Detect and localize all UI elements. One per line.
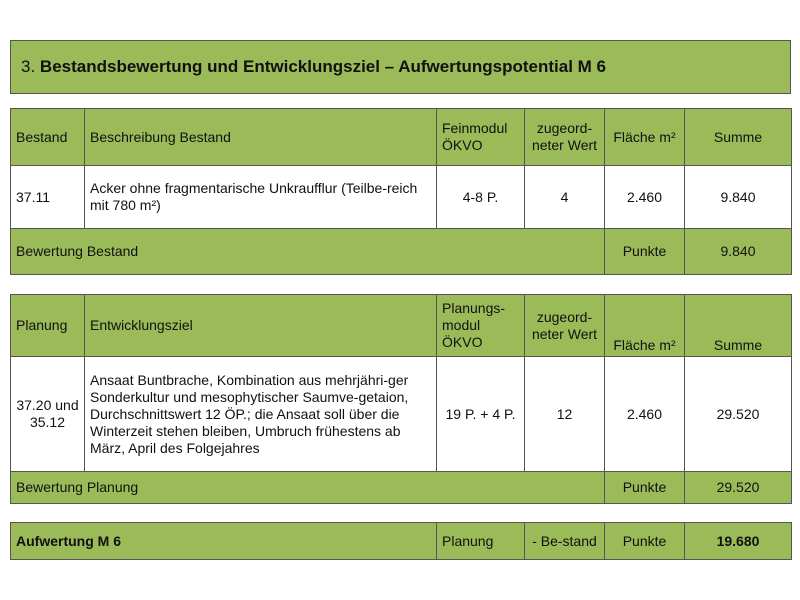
header-planung: Planung bbox=[11, 295, 85, 357]
bestand-header-row bbox=[11, 109, 792, 166]
header-planungsmodul: Planungs-modul ÖKVO bbox=[437, 295, 525, 357]
footer-value: 9.840 bbox=[685, 229, 792, 275]
header-summe: Summe bbox=[685, 109, 792, 166]
section-title-text: Bestandsbewertung und Entwicklungsziel – Aufwertungspotential M 6 bbox=[39, 57, 607, 76]
planung-table bbox=[10, 294, 792, 504]
cell-modul: 19 P. + 4 P. bbox=[437, 357, 525, 472]
aufwertung-table bbox=[10, 522, 792, 560]
bestand-table bbox=[10, 108, 792, 275]
aufwertung-bestand: - Be-stand bbox=[525, 523, 605, 560]
header-beschreibung: Beschreibung Bestand bbox=[85, 109, 437, 166]
header-flaeche: Fläche m² bbox=[605, 109, 685, 166]
table-row bbox=[11, 357, 792, 472]
cell-flaeche: 2.460 bbox=[605, 357, 685, 472]
aufwertung-unit: Punkte bbox=[605, 523, 685, 560]
planung-footer-row bbox=[11, 472, 792, 504]
table-row bbox=[11, 166, 792, 229]
section-title bbox=[10, 40, 791, 94]
cell-wert: 4 bbox=[525, 166, 605, 229]
header-entwicklungsziel: Entwicklungsziel bbox=[85, 295, 437, 357]
cell-description: Acker ohne fragmentarische Unkraufflur (Teilbe-reich mit 780 m²) bbox=[85, 166, 437, 229]
planung-header-row bbox=[11, 295, 792, 357]
cell-summe: 29.520 bbox=[685, 357, 792, 472]
footer-label: Bewertung Bestand bbox=[11, 229, 605, 275]
header-summe: Summe bbox=[685, 295, 792, 357]
header-flaeche: Fläche m² bbox=[605, 295, 685, 357]
footer-unit: Punkte bbox=[605, 229, 685, 275]
cell-summe: 9.840 bbox=[685, 166, 792, 229]
cell-description: Ansaat Buntbrache, Kombination aus mehrjähri-ger Sonderkultur und mesophytischer Saumve-getaion, Durchschnittswert 12 ÖP.; die Ansaat soll über die Winterzeit stehen bleiben, Umbruch frühestens ab März, April des Folgejahres bbox=[85, 357, 437, 472]
section-number: 3. bbox=[21, 57, 36, 76]
aufwertung-planung: Planung bbox=[437, 523, 525, 560]
header-bestand: Bestand bbox=[11, 109, 85, 166]
cell-code: 37.11 bbox=[11, 166, 85, 229]
footer-unit: Punkte bbox=[605, 472, 685, 504]
cell-wert: 12 bbox=[525, 357, 605, 472]
header-feinmodul: Feinmodul ÖKVO bbox=[437, 109, 525, 166]
footer-label: Bewertung Planung bbox=[11, 472, 605, 504]
cell-flaeche: 2.460 bbox=[605, 166, 685, 229]
bestand-footer-row bbox=[11, 229, 792, 275]
header-zugeordneter-wert: zugeord-neter Wert bbox=[525, 295, 605, 357]
aufwertung-label: Aufwertung M 6 bbox=[11, 523, 437, 560]
aufwertung-value: 19.680 bbox=[685, 523, 792, 560]
footer-value: 29.520 bbox=[685, 472, 792, 504]
header-zugeordneter-wert: zugeord-neter Wert bbox=[525, 109, 605, 166]
aufwertung-row bbox=[11, 523, 792, 560]
cell-modul: 4-8 P. bbox=[437, 166, 525, 229]
cell-code: 37.20 und 35.12 bbox=[11, 357, 85, 472]
